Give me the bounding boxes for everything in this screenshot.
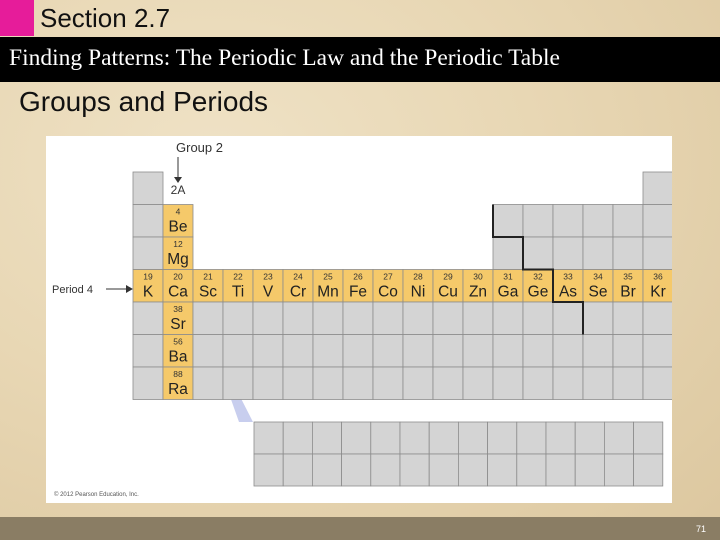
fblock-cell	[634, 454, 663, 486]
fblock-cell	[604, 454, 633, 486]
fblock-cell	[546, 422, 575, 454]
table-cell	[613, 335, 643, 368]
table-cell	[313, 302, 343, 335]
period4-element-number: 27	[383, 271, 393, 282]
period4-element-number: 36	[653, 271, 663, 282]
table-cell	[193, 335, 223, 368]
period4-element-symbol: Ni	[410, 283, 426, 301]
table-cell	[493, 367, 523, 400]
table-cell	[373, 302, 403, 335]
fblock-cell	[254, 454, 283, 486]
table-cell	[193, 367, 223, 400]
period4-element-number: 35	[623, 271, 633, 282]
period4-element-number: 30	[473, 271, 483, 282]
table-cell	[343, 367, 373, 400]
table-cell	[553, 335, 583, 368]
page-number: 71	[695, 524, 706, 534]
period4-element-number: 22	[233, 271, 243, 282]
fblock-cell	[575, 422, 604, 454]
table-cell	[433, 302, 463, 335]
table-cell	[643, 302, 672, 335]
period4-element-symbol: Ga	[497, 283, 519, 301]
group-label: Group 2	[176, 140, 223, 155]
period-label: Period 4	[52, 284, 93, 296]
table-cell	[133, 205, 163, 238]
section-accent-bar	[0, 0, 34, 36]
table-cell	[253, 302, 283, 335]
group2-element-symbol: Be	[168, 218, 188, 236]
fblock-cell	[400, 454, 429, 486]
period4-element-symbol: As	[558, 283, 578, 301]
fblock-cell	[283, 422, 312, 454]
slide-title: Finding Patterns: The Periodic Law and the Periodic Table	[9, 45, 560, 71]
table-cell	[643, 172, 672, 205]
period4-element-number: 23	[263, 271, 273, 282]
table-cell	[373, 367, 403, 400]
period4-element-number: 33	[563, 271, 573, 282]
period4-element-symbol: Fe	[348, 283, 368, 301]
table-cell	[403, 335, 433, 368]
group2-element-symbol: Mg	[167, 251, 189, 268]
table-cell	[253, 367, 283, 400]
period4-element-symbol: Ti	[231, 283, 245, 301]
table-cell	[553, 205, 583, 238]
copyright-note: © 2012 Pearson Education, Inc.	[54, 492, 139, 498]
periodic-table-svg	[46, 136, 672, 503]
table-cell	[583, 302, 613, 335]
fblock-cell	[371, 454, 400, 486]
group2-element-number: 12	[173, 239, 183, 249]
table-cell	[583, 335, 613, 368]
table-cell	[193, 302, 223, 335]
table-cell	[133, 302, 163, 335]
table-cell	[133, 237, 163, 270]
fblock-cell	[400, 422, 429, 454]
fblock-cell	[283, 454, 312, 486]
table-cell	[643, 205, 672, 238]
table-cell	[373, 335, 403, 368]
group2-element-symbol: Ba	[168, 348, 188, 366]
fblock-cell	[429, 422, 458, 454]
period4-element-symbol: V	[262, 283, 274, 301]
table-cell	[493, 237, 523, 270]
period4-element-number: 20	[173, 271, 183, 282]
group2-element-number: 38	[173, 304, 183, 314]
period-arrow-head	[126, 285, 133, 293]
table-cell	[613, 302, 643, 335]
group2-element-number: 56	[173, 336, 183, 347]
table-cell	[643, 335, 672, 368]
group-code: 2A	[170, 183, 186, 197]
table-cell	[403, 367, 433, 400]
fblock-cell	[312, 454, 341, 486]
period4-element-number: 34	[593, 271, 603, 282]
table-cell	[523, 367, 553, 400]
fblock-cell	[517, 422, 546, 454]
table-cell	[523, 302, 553, 335]
period4-element-symbol: Zn	[468, 283, 488, 301]
fblock-cell	[312, 422, 341, 454]
table-cell	[553, 302, 583, 335]
table-cell	[613, 367, 643, 400]
fblock-cell	[458, 422, 487, 454]
table-cell	[613, 237, 643, 270]
period4-element-number: 32	[533, 271, 543, 282]
group2-element-number: 4	[175, 206, 181, 217]
group2-element-number: 88	[173, 369, 183, 379]
period4-element-symbol: Mn	[317, 283, 339, 301]
fblock-cell	[429, 454, 458, 486]
table-cell	[643, 237, 672, 270]
period4-element-symbol: Cu	[438, 283, 458, 301]
period4-element-number: 31	[503, 271, 513, 282]
table-cell	[643, 367, 672, 400]
table-cell	[523, 237, 553, 270]
table-cell	[433, 367, 463, 400]
table-cell	[133, 335, 163, 368]
period4-element-symbol: Co	[378, 283, 398, 301]
table-cell	[463, 335, 493, 368]
table-cell	[223, 302, 253, 335]
period4-element-symbol: Ca	[168, 283, 188, 301]
period4-element-symbol: K	[142, 283, 154, 301]
table-cell	[613, 205, 643, 238]
period4-element-symbol: Kr	[650, 283, 666, 301]
fblock-cell	[546, 454, 575, 486]
period4-element-number: 21	[203, 271, 213, 282]
table-cell	[283, 302, 313, 335]
fblock-cell	[488, 454, 517, 486]
table-cell	[313, 367, 343, 400]
fblock-cell	[604, 422, 633, 454]
period4-element-number: 28	[413, 271, 423, 282]
table-cell	[133, 367, 163, 400]
fblock-cell	[458, 454, 487, 486]
table-cell	[433, 335, 463, 368]
table-cell	[133, 172, 163, 205]
section-title: Section 2.7	[40, 3, 171, 33]
table-cell	[493, 302, 523, 335]
period4-element-symbol: Ge	[527, 283, 549, 301]
table-cell	[343, 335, 373, 368]
table-cell	[583, 367, 613, 400]
fblock-cell	[488, 422, 517, 454]
period4-element-symbol: Cr	[289, 283, 307, 301]
period4-element-symbol: Sc	[198, 283, 218, 301]
period4-element-number: 19	[143, 271, 153, 282]
table-cell	[283, 367, 313, 400]
table-cell	[583, 205, 613, 238]
fblock-cell	[634, 422, 663, 454]
table-cell	[523, 335, 553, 368]
table-cell	[283, 335, 313, 368]
period4-element-symbol: Se	[588, 283, 608, 301]
period4-element-number: 26	[353, 271, 363, 282]
fblock-cell	[342, 454, 371, 486]
slide-subtitle: Groups and Periods	[19, 86, 269, 117]
period4-element-number: 24	[293, 271, 303, 282]
group2-element-symbol: Sr	[170, 316, 186, 333]
fblock-cell	[575, 454, 604, 486]
table-cell	[553, 237, 583, 270]
fblock-cell	[517, 454, 546, 486]
table-cell	[493, 335, 523, 368]
table-cell	[313, 335, 343, 368]
table-cell	[583, 237, 613, 270]
table-cell	[553, 367, 583, 400]
footer-bar	[0, 517, 720, 540]
period4-element-number: 29	[443, 271, 453, 282]
table-cell	[343, 302, 373, 335]
fblock-cell	[254, 422, 283, 454]
fblock-cell	[342, 422, 371, 454]
table-cell	[253, 335, 283, 368]
table-cell	[523, 205, 553, 238]
group2-element-symbol: Ra	[168, 381, 188, 398]
periodic-table-figure	[46, 136, 672, 503]
table-cell	[493, 205, 523, 238]
table-cell	[463, 367, 493, 400]
table-cell	[223, 367, 253, 400]
table-cell	[403, 302, 433, 335]
fblock-cell	[371, 422, 400, 454]
period4-element-number: 25	[323, 271, 333, 282]
table-cell	[463, 302, 493, 335]
period4-element-symbol: Br	[620, 283, 636, 301]
table-cell	[223, 335, 253, 368]
